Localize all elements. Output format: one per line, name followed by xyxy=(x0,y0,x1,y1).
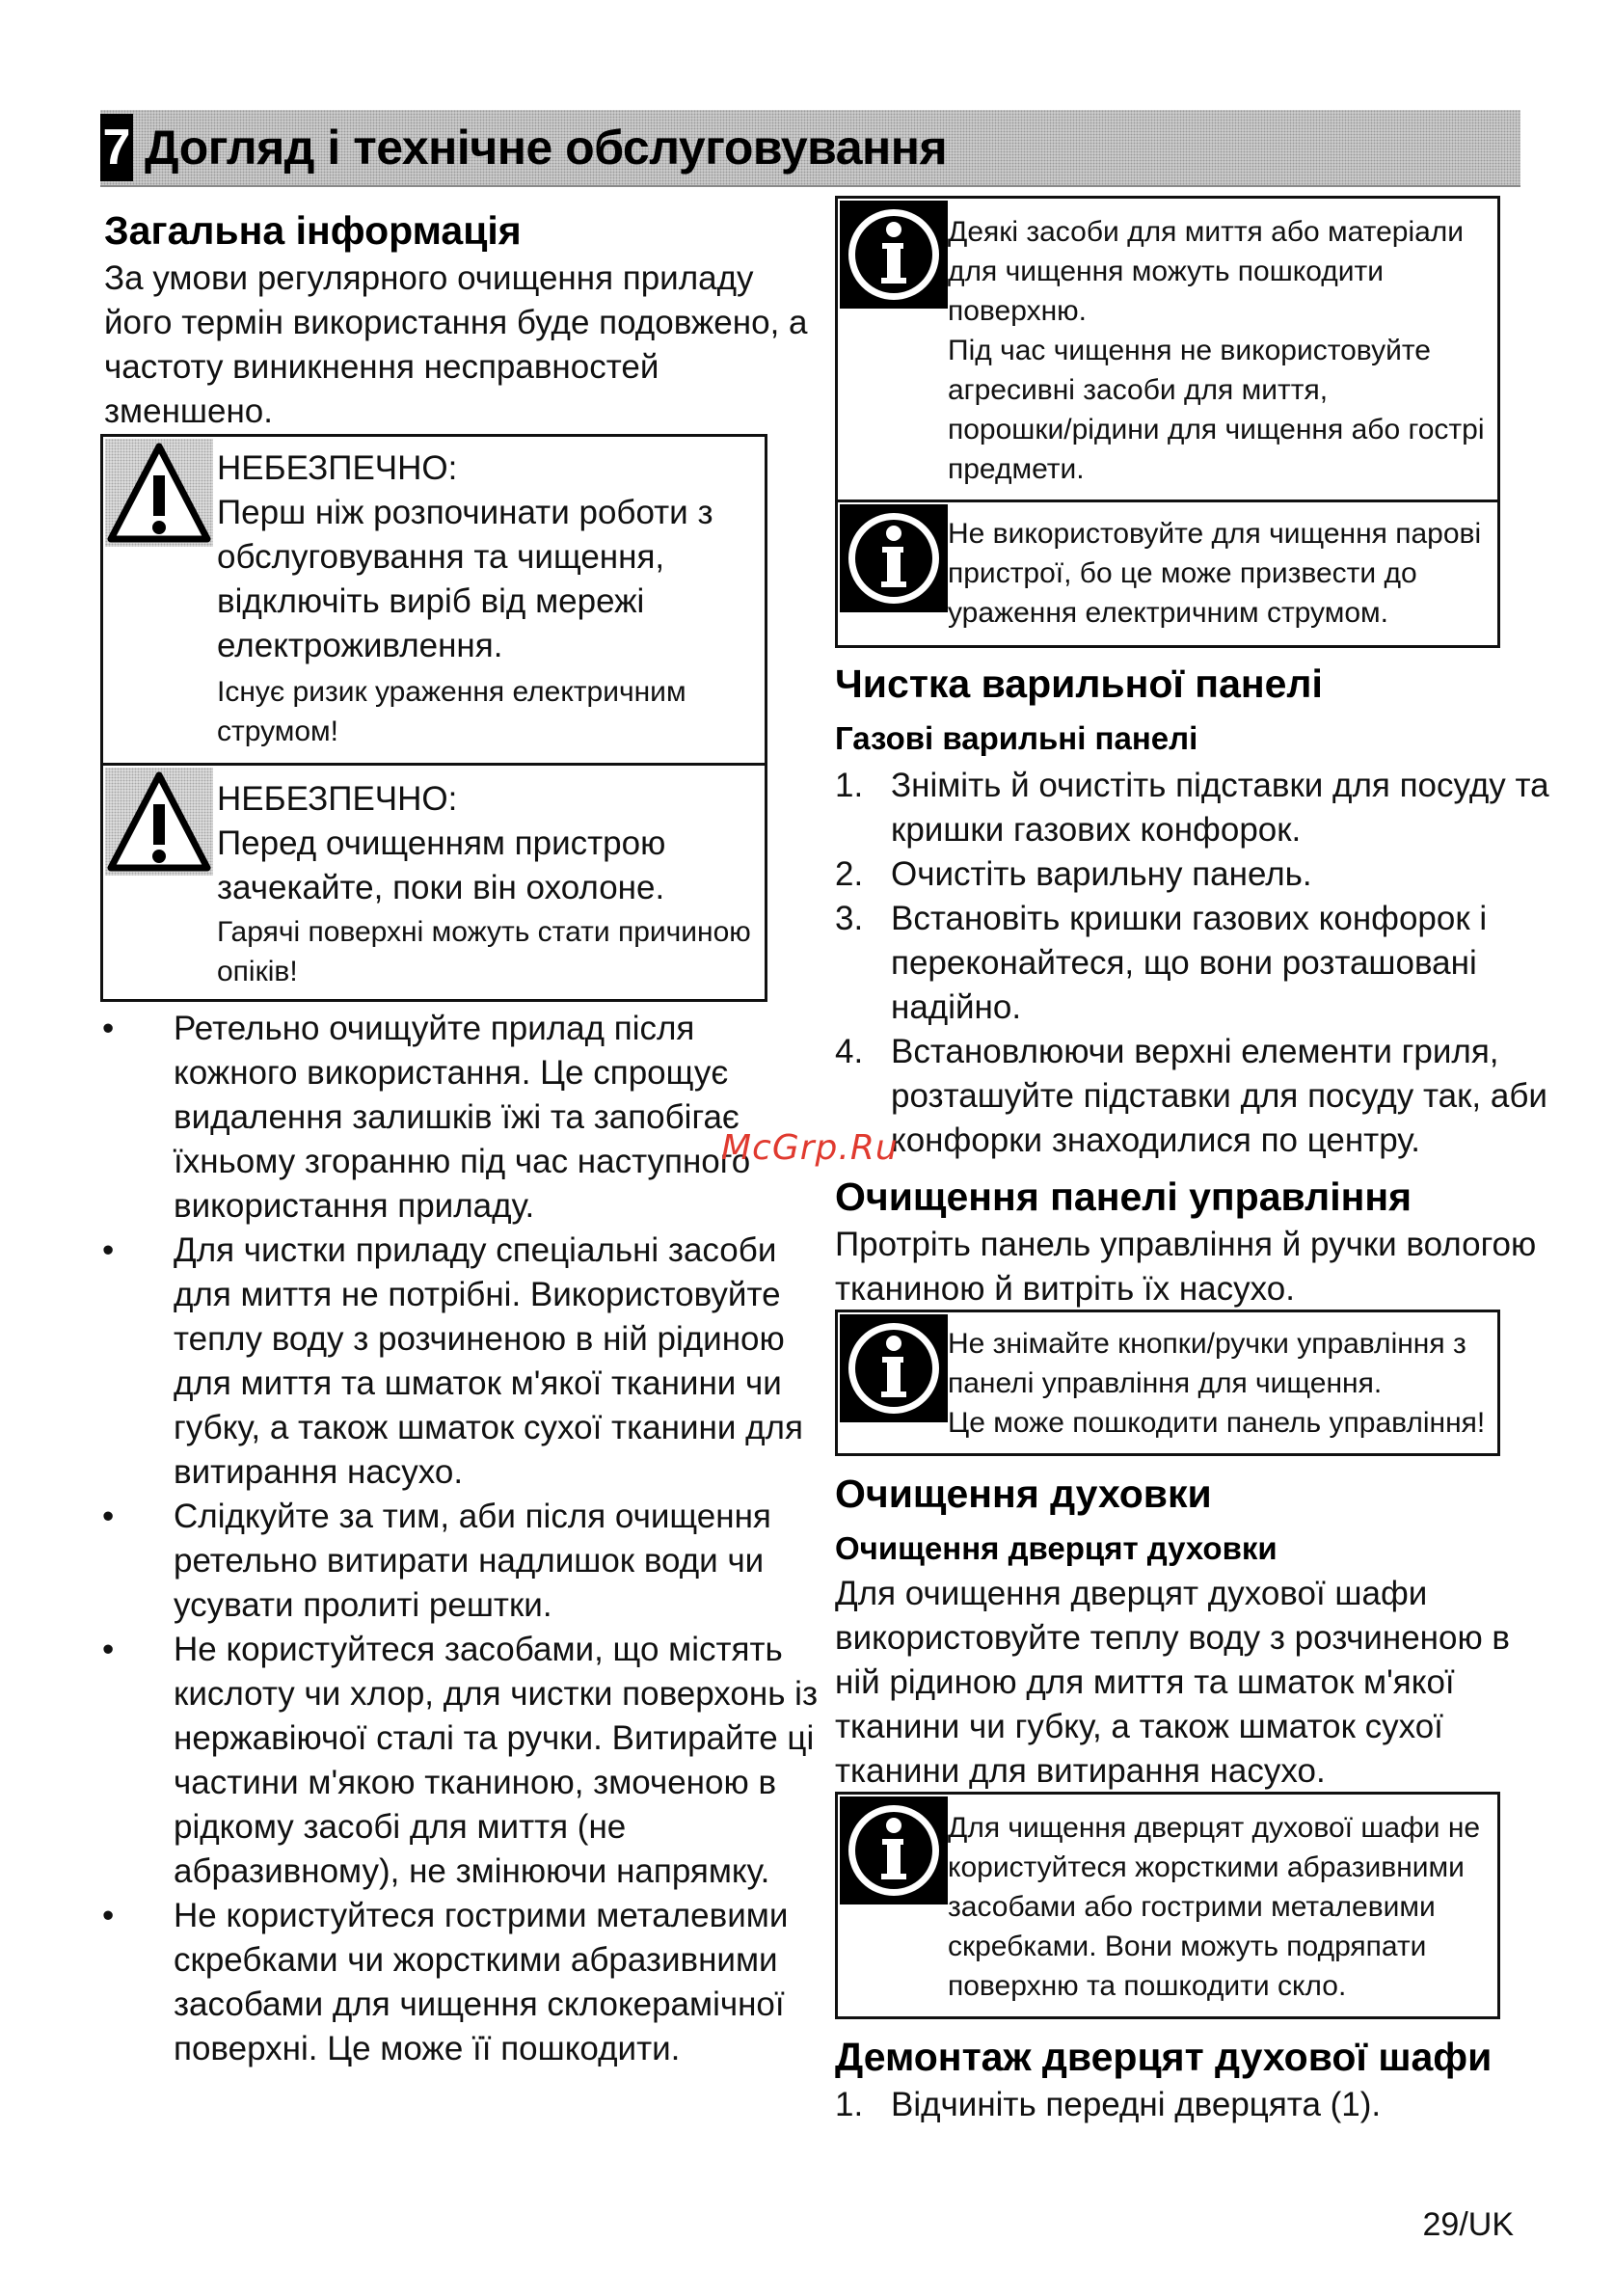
info-box-steam xyxy=(835,500,1500,648)
danger-box-text: Перед очищенням пристрою зачекайте, поки він охолоне. xyxy=(217,824,666,906)
door-removal-heading: Демонтаж дверцят духової шафи xyxy=(835,2035,1493,2079)
info-box-door-glass xyxy=(835,1792,1500,2019)
page-number: 29/UK xyxy=(1422,2206,1514,2243)
bullet-marker: • xyxy=(102,1010,115,1047)
info-icon xyxy=(840,1796,948,1904)
step-number: 4. xyxy=(835,1033,864,1070)
oven-cleaning-heading: Очищення духовки xyxy=(835,1472,1212,1516)
bullet-item: Для чистки приладу спеціальні засоби для миття не потрібні. Використовуйте теплу воду з розчиненою в ній рідиною для миття та шматок м'якої тканини чи губку, а також шматок сухої тканини для витирання насухо. xyxy=(174,1231,803,1491)
info-icon xyxy=(840,201,948,309)
step-number: 2. xyxy=(835,855,864,893)
danger-box-power xyxy=(100,434,767,766)
info-icon xyxy=(840,504,948,612)
chapter-title: Догляд і технічне обслуговування xyxy=(145,121,948,175)
danger-box-note: Існує ризик ураження електричним струмом! xyxy=(217,676,686,747)
bullet-item: Слідкуйте за тим, аби після очищення ретельно витирати надлишок води чи усувати пролиті рештки. xyxy=(174,1498,771,1624)
step-text: Встановлюючи верхні елементи гриля, розташуйте підставки для посуду так, аби конфорки знаходилися по центру. xyxy=(891,1033,1547,1159)
step-text: Встановіть кришки газових конфорок і переконайтеся, що вони розташовані надійно. xyxy=(891,900,1488,1026)
control-panel-heading: Очищення панелі управління xyxy=(835,1175,1412,1219)
info-box-text: Не використовуйте для чищення парові пристрої, бо це може призвести до ураження електричним струмом. xyxy=(948,518,1482,629)
oven-door-paragraph: Для очищення дверцят духової шафи використовуйте теплу воду з розчиненою в ній рідиною для миття та шматок м'якої тканини чи губку, а також шматок сухої тканини для витирання насухо. xyxy=(835,1575,1511,1790)
info-box-knobs xyxy=(835,1310,1500,1456)
watermark: McGrp.Ru xyxy=(721,1128,899,1168)
warning-triangle-icon xyxy=(105,439,213,547)
gas-hob-subheading: Газові варильні панелі xyxy=(835,720,1198,756)
general-info-paragraph: За умови регулярного очищення приладу його термін використання буде подовжено, а частоту виникнення несправностей зменшено. xyxy=(104,259,808,430)
info-box-text: Деякі засоби для миття або матеріали для чищення можуть пошкодити поверхню. Під час чищення не використовуйте агресивні засоби для миття, порошки/рідини для чищення або гострі предмети. xyxy=(948,216,1485,485)
bullet-item: Ретельно очищуйте прилад після кожного використання. Це спрощує видалення залишків їжі та запобігає їхньому згоранню під час наступного використання приладу. xyxy=(174,1010,751,1225)
info-box-text: Не знімайте кнопки/ручки управління з панелі управління для чищення. Це може пошкодити панель управління! xyxy=(948,1328,1486,1439)
bullet-marker: • xyxy=(102,1231,115,1269)
step-text: Зніміть й очистіть підставки для посуду та кришки газових конфорок. xyxy=(891,767,1549,849)
danger-box-hot xyxy=(100,763,767,1002)
info-box-text: Для чищення дверцят духової шафи не користуйтеся жорсткими абразивними засобами або гострими металевими скребками. Вони можуть подряпати поверхню та пошкодити скло. xyxy=(948,1812,1481,2002)
general-info-heading: Загальна інформація xyxy=(104,208,522,253)
step-number: 1. xyxy=(835,767,864,804)
hob-cleaning-heading: Чистка варильної панелі xyxy=(835,662,1323,706)
danger-box-title: НЕБЕЗПЕЧНО: xyxy=(217,449,458,487)
info-icon xyxy=(840,1314,948,1422)
oven-door-subheading: Очищення дверцят духовки xyxy=(835,1530,1278,1566)
control-panel-paragraph: Протріть панель управління й ручки вологою тканиною й витріть їх насухо. xyxy=(835,1226,1537,1308)
bullet-item: Не користуйтеся гострими металевими скребками чи жорсткими абразивними засобами для чищення склокерамічної поверхні. Це може її пошкодити. xyxy=(174,1897,789,2067)
info-box-detergents xyxy=(835,196,1500,502)
danger-box-note: Гарячі поверхні можуть стати причиною опіків! xyxy=(217,916,751,987)
danger-box-text: Перш ніж розпочинати роботи з обслуговування та чищення, відключіть виріб від мережі електроживлення. xyxy=(217,494,713,664)
step-text: Відчиніть передні дверцята (1). xyxy=(891,2086,1382,2123)
step-number: 3. xyxy=(835,900,864,937)
bullet-item: Не користуйтеся засобами, що містять кислоту чи хлор, для чистки поверхонь із нержавіючої сталі та ручки. Витирайте ці частини м'якою тканиною, змоченою в рідкому засобі для миття (не абразивному), не змінюючи напрямку. xyxy=(174,1631,818,1890)
step-number: 1. xyxy=(835,2086,864,2123)
chapter-number: 7 xyxy=(100,114,133,181)
danger-box-title: НЕБЕЗПЕЧНО: xyxy=(217,780,458,818)
bullet-marker: • xyxy=(102,1498,115,1535)
bullet-marker: • xyxy=(102,1631,115,1668)
bullet-marker: • xyxy=(102,1897,115,1934)
warning-triangle-icon xyxy=(105,768,213,876)
step-text: Очистіть варильну панель. xyxy=(891,855,1312,893)
